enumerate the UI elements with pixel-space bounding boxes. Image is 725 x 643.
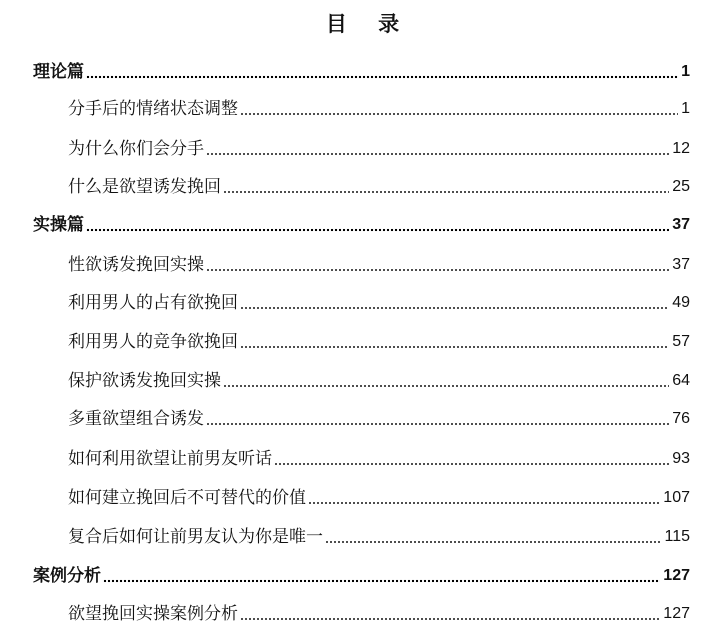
dot-leader (325, 539, 661, 545)
toc-page-number: 37 (672, 256, 690, 273)
toc-page-number: 49 (672, 294, 690, 311)
dot-leader (274, 461, 669, 467)
toc-page-number: 93 (672, 450, 690, 467)
toc-page-number: 1 (681, 63, 690, 80)
toc-entry-label: 如何利用欲望让前男友听话 (68, 449, 272, 469)
toc-entry-label: 分手后的情绪状态调整 (68, 99, 238, 119)
toc-entry-label: 利用男人的竞争欲挽回 (68, 332, 238, 352)
toc-page-number: 25 (672, 178, 690, 195)
toc-page-number: 57 (672, 333, 690, 350)
dot-leader (308, 500, 660, 506)
toc-section-case-study[interactable] (0, 562, 690, 588)
toc-entry-label: 保护欲诱发挽回实操 (68, 371, 221, 391)
dot-leader (223, 189, 669, 195)
toc-page-number: 1 (681, 100, 690, 117)
toc-entry-label: 如何建立挽回后不可替代的价值 (68, 488, 306, 508)
toc-entry[interactable] (0, 328, 690, 354)
dot-leader (240, 344, 669, 350)
toc-entry-label: 利用男人的占有欲挽回 (68, 293, 238, 313)
toc-entry[interactable] (0, 289, 690, 315)
dot-leader (206, 267, 669, 273)
dot-leader (240, 305, 669, 311)
toc-section-label: 案例分析 (33, 566, 101, 586)
dot-leader (240, 111, 678, 117)
toc-page-number: 64 (672, 372, 690, 389)
toc-entry[interactable] (0, 484, 690, 510)
toc-page-number: 12 (672, 140, 690, 157)
toc-page-number: 76 (672, 410, 690, 427)
toc-page-number: 127 (663, 567, 690, 584)
toc-section-label: 理论篇 (33, 62, 84, 82)
toc-page-number: 127 (663, 605, 690, 622)
toc-entry[interactable] (0, 251, 690, 277)
toc-entry-label: 欲望挽回实操案例分析 (68, 604, 238, 624)
toc-entry[interactable] (0, 405, 690, 431)
toc-entry[interactable] (0, 95, 690, 121)
toc-entry[interactable] (0, 445, 690, 471)
toc-entry[interactable] (0, 135, 690, 161)
toc-entry-label: 性欲诱发挽回实操 (68, 255, 204, 275)
dot-leader (86, 227, 669, 233)
toc-entry-label: 复合后如何让前男友认为你是唯一 (68, 527, 323, 547)
dot-leader (206, 151, 669, 157)
toc-entry[interactable] (0, 523, 690, 549)
toc-section-theory[interactable] (0, 58, 690, 84)
toc-entry-label: 为什么你们会分手 (68, 139, 204, 159)
toc-section-practice[interactable] (0, 211, 690, 237)
dot-leader (103, 578, 660, 584)
toc-entry[interactable] (0, 173, 690, 199)
dot-leader (86, 74, 678, 80)
toc-entry-label: 什么是欲望诱发挽回 (68, 177, 221, 197)
page-title: 目 录 (325, 12, 412, 36)
dot-leader (206, 421, 669, 427)
toc-section-label: 实操篇 (33, 215, 84, 235)
dot-leader (240, 616, 660, 622)
dot-leader (223, 383, 669, 389)
toc-page-number: 115 (664, 528, 690, 545)
toc-entry[interactable] (0, 600, 690, 626)
toc-entry-label: 多重欲望组合诱发 (68, 409, 204, 429)
toc-page-number: 107 (663, 489, 690, 506)
toc-page-number: 37 (672, 216, 690, 233)
toc-entry[interactable] (0, 367, 690, 393)
